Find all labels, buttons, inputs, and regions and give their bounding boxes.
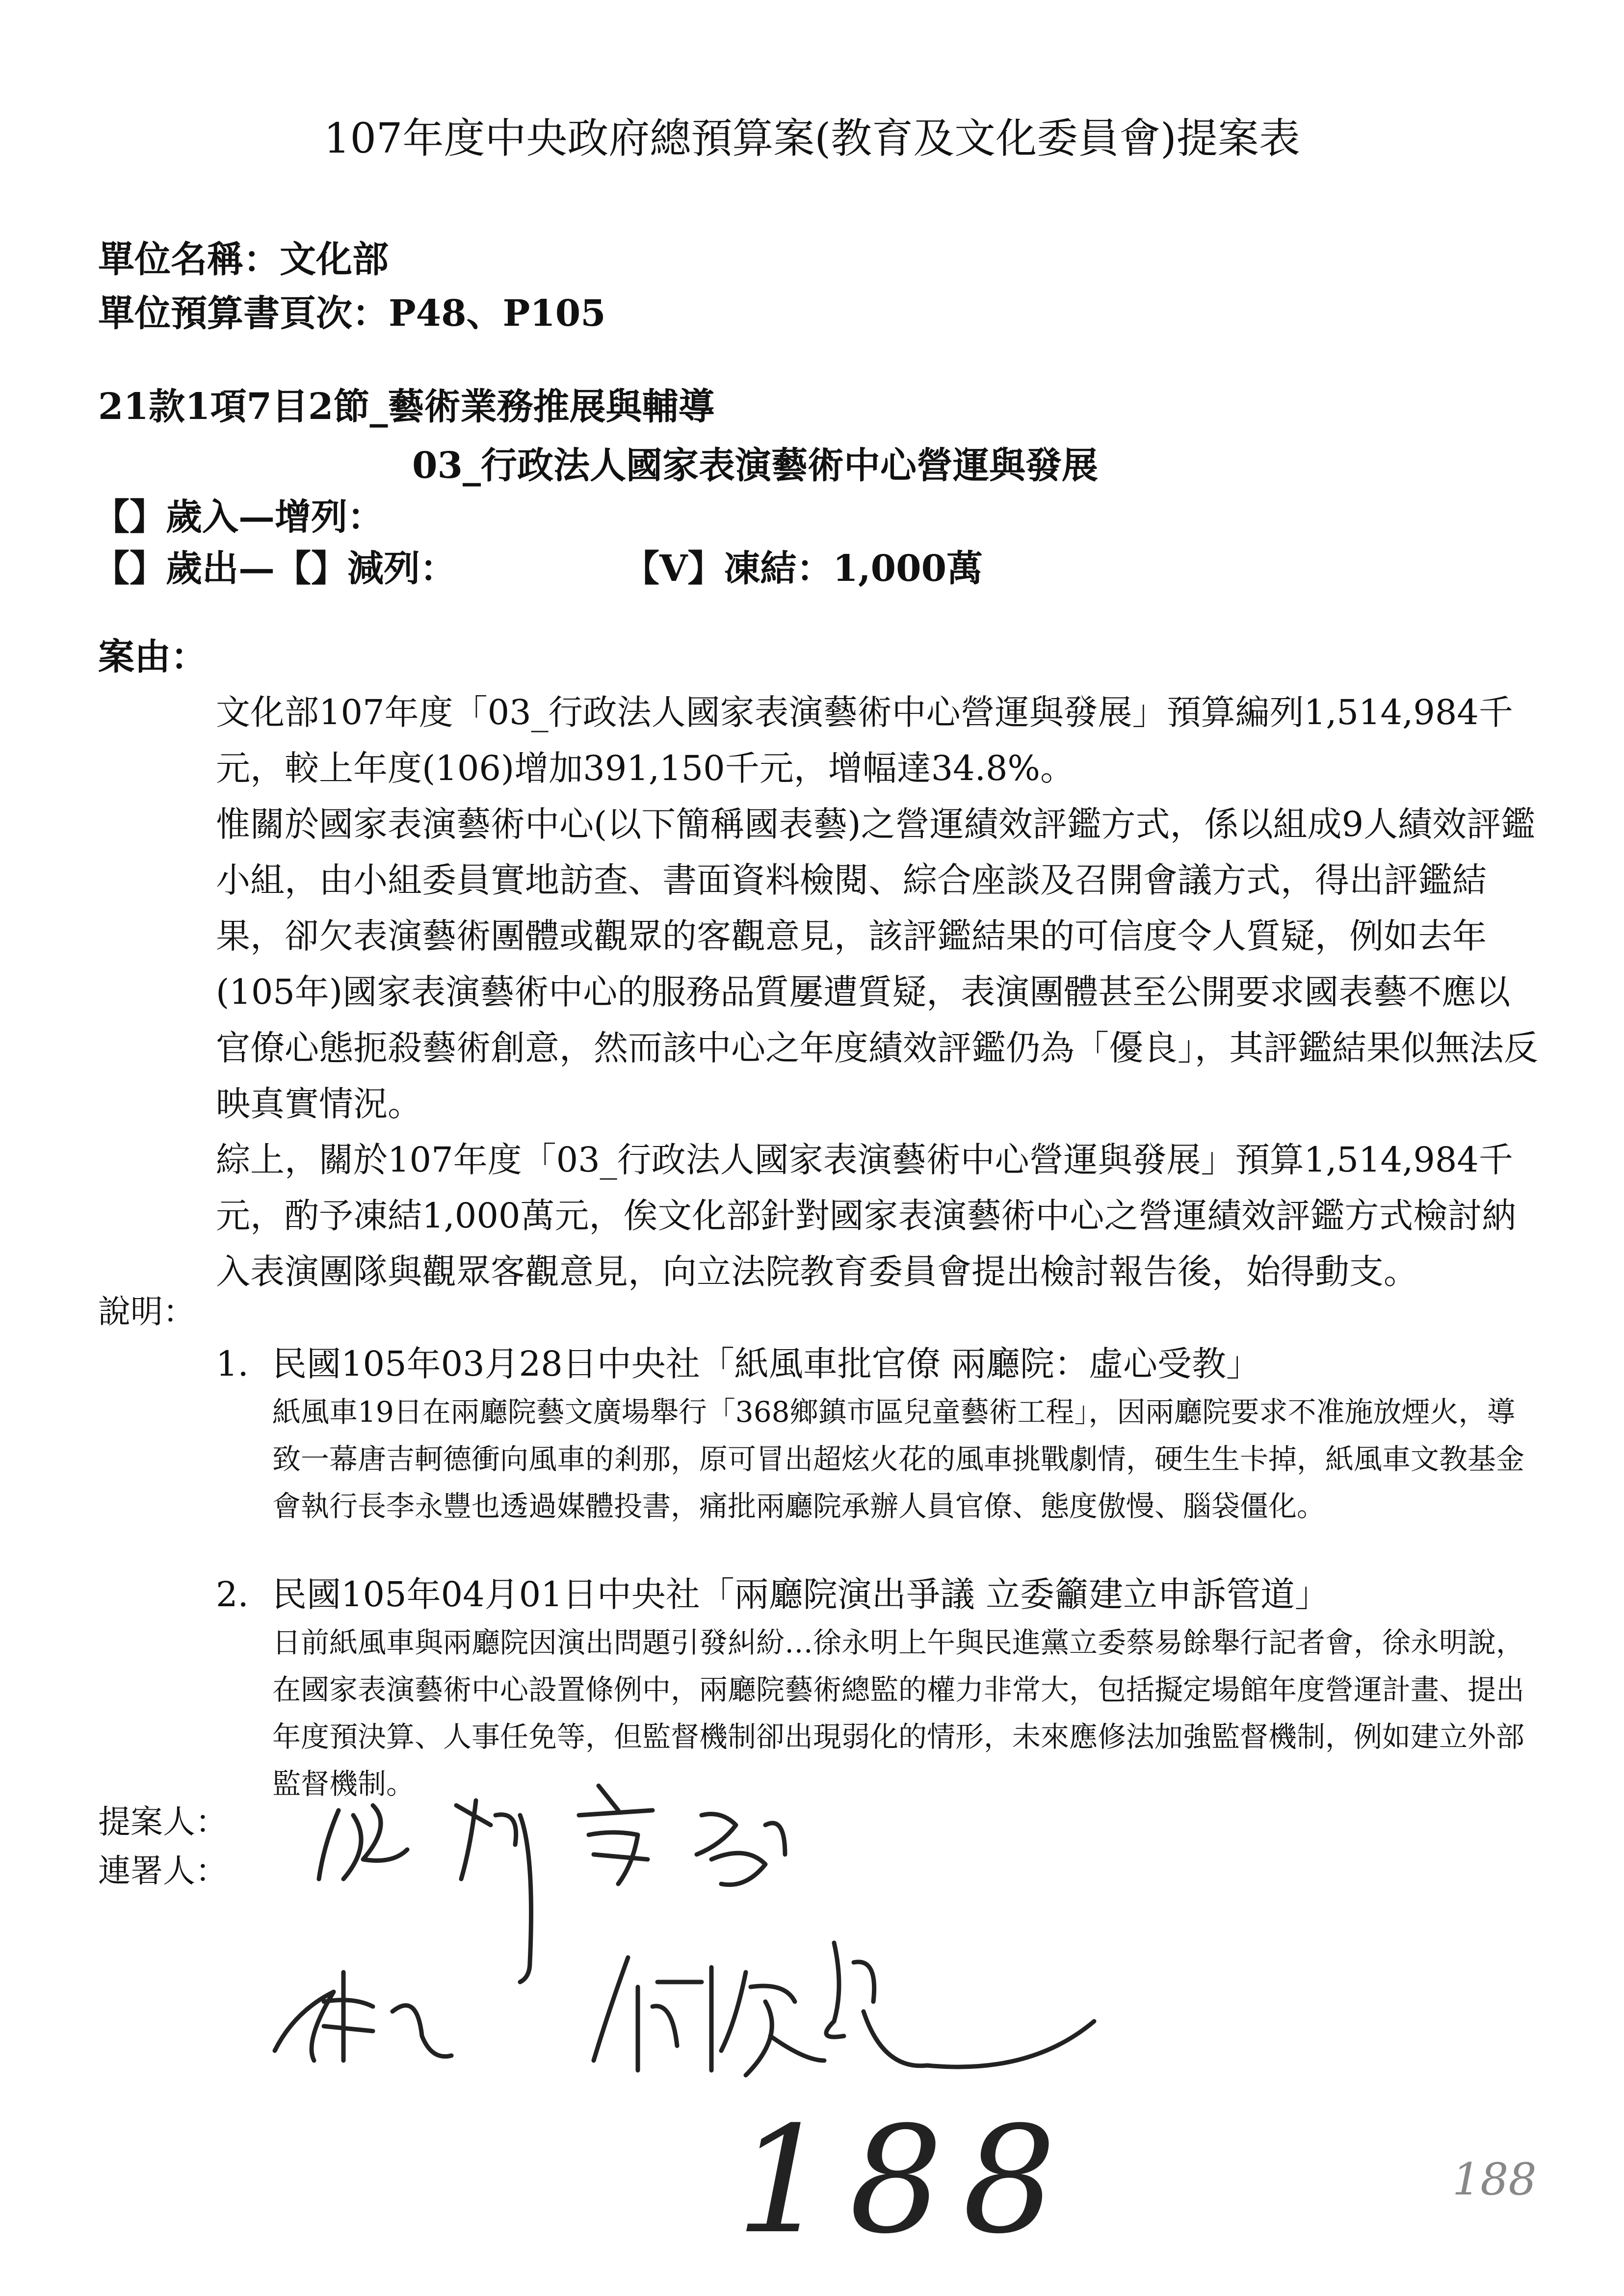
handwritten-page-number: 188	[736, 2095, 1076, 2266]
signature-proposer	[319, 1786, 785, 1982]
section-line-2: 03_行政法人國家表演藝術中心營運與發展	[412, 444, 1098, 487]
reason-paragraph: 文化部107年度「03_行政法人國家表演藝術中心營運與發展」預算編列1,514,984千元，較上年度(106)增加391,150千元，增幅達34.8%。	[216, 692, 1513, 788]
cosigner-label: 連署人：	[98, 1852, 228, 1890]
item-number: 1.	[216, 1344, 249, 1384]
item-headline: 民國105年03月28日中央社「紙風車批官僚 兩廳院：虛心受教」	[272, 1344, 1261, 1384]
signature-cosigners	[275, 1943, 1094, 2075]
explanation-label: 說明：	[98, 1293, 195, 1331]
section-line-1: 21款1項7目2節_藝術業務推展與輔導	[98, 386, 715, 428]
freeze-line: 【V】凍結：1,000萬	[623, 548, 983, 590]
item-headline: 民國105年04月01日中央社「兩廳院演出爭議 立委籲建立申訴管道」	[272, 1574, 1330, 1615]
reason-paragraph: 惟關於國家表演藝術中心(以下簡稱國表藝)之營運績效評鑑方式，係以組成9人績效評鑑小組，由小組委員實地訪查、書面資料檢閱、綜合座談及召開會議方式，得出評鑑結果，卻欠表演藝術團體或觀眾的客觀意見，該評鑑結果的可信度令人質疑，例如去年(105年)國家表演藝術中心的服務品質屢遭質疑，表演團體甚至公開要求國表藝不應以官僚心態扼殺藝術創意，然而該中心之年度績效評鑑仍為「優良」，其評鑑結果似無法反映真實情況。	[216, 804, 1538, 1124]
proposer-label: 提案人：	[98, 1803, 228, 1841]
expense-line: 【】歲出—【】減列：	[93, 548, 456, 590]
reason-paragraph: 綜上，關於107年度「03_行政法人國家表演藝術中心營運與發展」預算1,514,984千元，酌予凍結1,000萬元，俟文化部針對國家表演藝術中心之營運績效評鑑方式檢討納入表演團隊與觀眾客觀意見，向立法院教育委員會提出檢討報告後，始得動支。	[216, 1140, 1517, 1292]
item-body: 日前紙風車與兩廳院因演出問題引發糾紛…徐永明上午與民進黨立委蔡易餘舉行記者會，徐永明說，在國家表演藝術中心設置條例中，兩廳院藝術總監的權力非常大，包括擬定場館年度營運計畫、提出年度預決算、人事任免等，但監督機制卻出現弱化的情形，未來應修法加強監督機制，例如建立外部監督機制。	[272, 1626, 1525, 1800]
unit-name: 單位名稱：文化部	[98, 238, 389, 281]
revenue-line: 【】歲入—增列：	[93, 496, 384, 538]
page-title: 107年度中央政府總預算案(教育及文化委員會)提案表	[324, 114, 1300, 162]
reason-label: 案由：	[98, 636, 207, 678]
unit-pages: 單位預算書頁次：P48、P105	[98, 292, 606, 335]
item-body: 紙風車19日在兩廳院藝文廣場舉行「368鄉鎮市區兒童藝術工程」，因兩廳院要求不准施放煙火，導致一幕唐吉軻德衝向風車的剎那，原可冒出超炫火花的風車挑戰劇情，硬生生卡掉，紙風車文教基金會執行長李永豐也透過媒體投書，痛批兩廳院承辦人員官僚、態度傲慢、腦袋僵化。	[272, 1395, 1525, 1523]
small-page-number: 188	[1452, 2154, 1537, 2205]
item-number: 2.	[216, 1574, 249, 1615]
